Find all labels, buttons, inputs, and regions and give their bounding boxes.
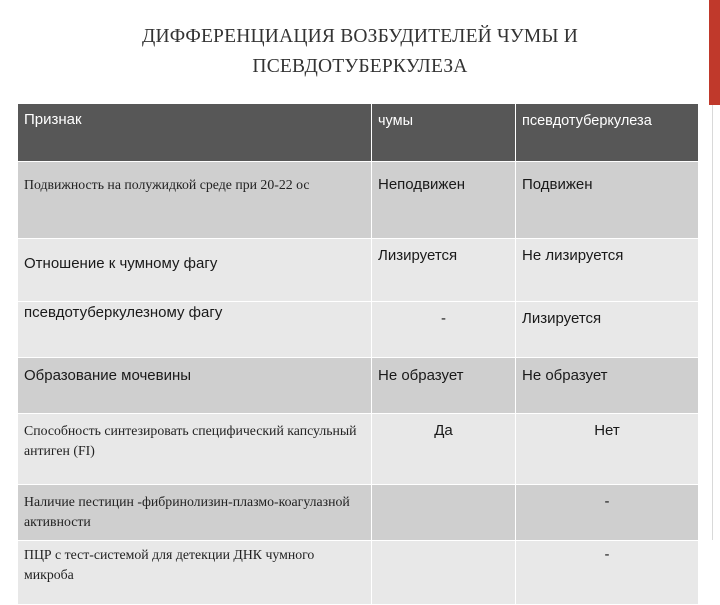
pseudo-cell: Не образует — [516, 358, 699, 414]
pseudo-cell: Лизируется — [516, 302, 699, 358]
header-pseudotuberculosis: псевдотуберкулеза — [516, 104, 699, 162]
header-plague: чумы — [372, 104, 516, 162]
table-row — [18, 414, 699, 485]
feature-cell: ПЦР с тест-системой для детекции ДНК чумного микроба — [18, 541, 372, 605]
plague-cell — [372, 541, 516, 605]
slide-title-line-1: ДИФФЕРЕНЦИАЦИЯ ВОЗБУДИТЕЛЕЙ ЧУМЫ И — [141, 26, 579, 47]
table-row — [18, 485, 699, 541]
header-feature: Признак — [18, 104, 372, 162]
table-header-row — [18, 104, 699, 162]
plague-cell: Не образует — [372, 358, 516, 414]
pseudo-cell: Подвижен — [516, 162, 699, 239]
accent-bar — [709, 0, 720, 105]
pseudo-cell: - — [516, 485, 699, 541]
feature-cell: Отношение к чумному фагу — [18, 239, 372, 302]
feature-cell: Наличие пестицин -фибринолизин-плазмо-коагулазной активности — [18, 485, 372, 541]
slide-edge-divider — [712, 105, 713, 540]
feature-cell: Образование мочевины — [18, 358, 372, 414]
table-row — [18, 162, 699, 239]
plague-cell: Лизируется — [372, 239, 516, 302]
plague-cell: - — [372, 302, 516, 358]
feature-cell: Способность синтезировать специфический капсульный антиген (FI) — [18, 414, 372, 485]
slide-title — [40, 22, 680, 82]
pseudo-cell: - — [516, 541, 699, 605]
table-row — [18, 302, 699, 358]
table-row — [18, 541, 699, 605]
feature-cell: Подвижность на полужидкой среде при 20-22 ос — [18, 162, 372, 239]
feature-cell: псевдотуберкулезному фагу — [18, 302, 372, 358]
differentiation-table — [17, 103, 699, 605]
plague-cell: Неподвижен — [372, 162, 516, 239]
pseudo-cell: Не лизируется — [516, 239, 699, 302]
plague-cell: Да — [372, 414, 516, 485]
slide-title-line-2: ПСЕВДОТУБЕРКУЛЕЗА — [252, 56, 468, 77]
pseudo-cell: Нет — [516, 414, 699, 485]
plague-cell — [372, 485, 516, 541]
table-row — [18, 358, 699, 414]
table-row — [18, 239, 699, 302]
